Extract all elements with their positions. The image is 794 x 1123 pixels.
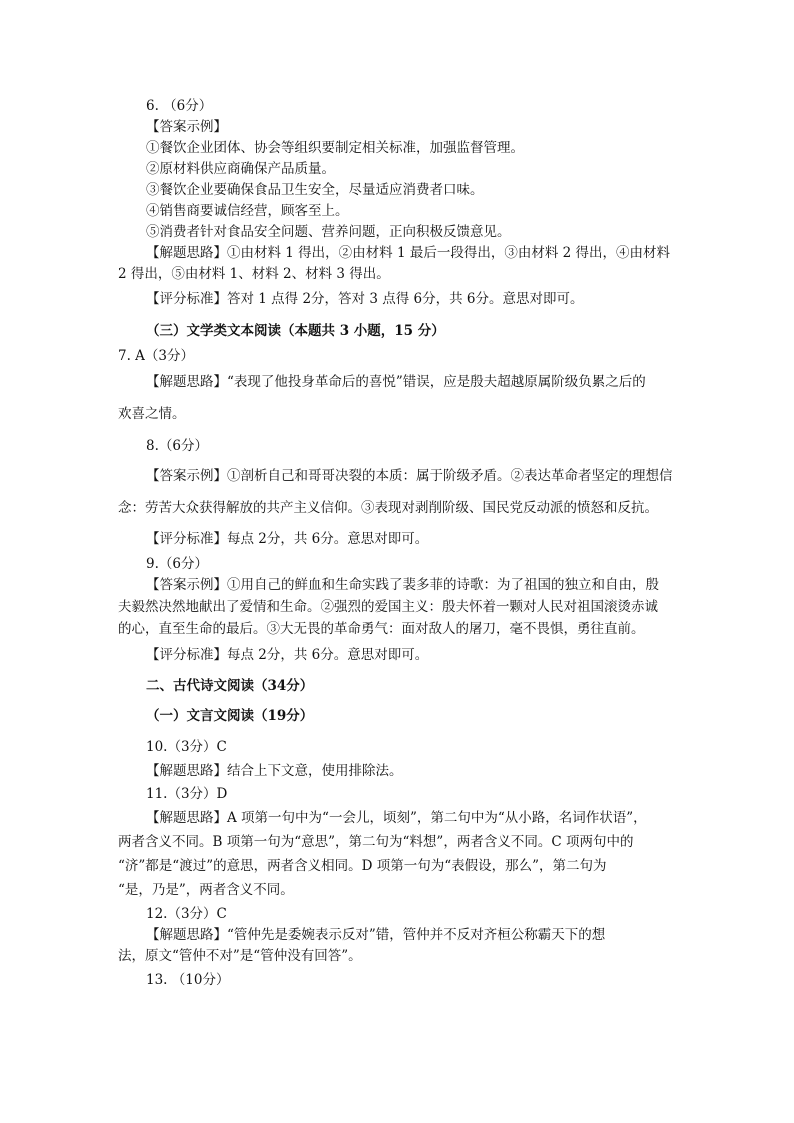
part-2-heading: 二、古代诗文阅读（34分） [146, 678, 314, 694]
q11-idea-line-4: “是，乃是”，两者含义不同。 [118, 882, 294, 898]
q6-idea-line-2: 2 得出，⑤由材料 1、材料 2、材料 3 得出。 [118, 266, 390, 282]
q11-heading: 11.（3分）D [146, 786, 228, 802]
q13-heading: 13. （10分） [146, 972, 230, 988]
q6-idea-line-1: 【解题思路】①由材料 1 得出，②由材料 1 最后一段得出，③由材料 2 得出，④由材料 [146, 245, 671, 261]
q6-item-1: ①餐饮企业团体、协会等组织要制定相关标准，加强监督管理。 [146, 140, 524, 156]
q6-item-3: ③餐饮企业要确保食品卫生安全，尽量适应消费者口味。 [146, 182, 484, 198]
q6-heading: 6. （6分） [146, 98, 213, 114]
q9-heading: 9.（6分） [146, 556, 208, 572]
q12-idea-line-2: 法，原文“管仲不对”是“管仲没有回答”。 [118, 948, 362, 964]
q10-idea: 【解题思路】结合上下文意，使用排除法。 [146, 763, 403, 779]
q10-heading: 10.（3分）C [146, 739, 227, 755]
q8-score-standard: 【评分标准】每点 2分，共 6分。意思对即可。 [146, 531, 429, 547]
q12-heading: 12.（3分）C [146, 906, 227, 922]
q6-item-5: ⑤消费者针对食品安全问题、营养问题，正向积极反馈意见。 [146, 224, 511, 240]
q7-heading: 7. A（3分） [118, 348, 195, 364]
q6-item-2: ②原材料供应商确保产品质量。 [146, 161, 335, 177]
section-3-heading: （三）文学类文本阅读（本题共 3 小题，15 分） [146, 323, 445, 339]
q12-idea-line-1: 【解题思路】“管仲先是委婉表示反对”错，管仲并不反对齐桓公称霸天下的想 [146, 927, 606, 943]
q8-heading: 8.（6分） [146, 438, 208, 454]
q9-answer-line-1: 【答案示例】①用自己的鲜血和生命实践了裴多菲的诗歌：为了祖国的独立和自由，殷 [146, 577, 659, 593]
q9-answer-line-3: 的心，直至生命的最后。③大无畏的革命勇气：面对敌人的屠刀，毫不畏惧，勇往直前。 [118, 621, 645, 637]
q8-answer-line-2: 念：劳苦大众获得解放的共产主义信仰。③表现对剥削阶级、国民党反动派的愤怒和反抗。 [118, 500, 658, 516]
q9-answer-line-2: 夫毅然决然地献出了爱情和生命。②强烈的爱国主义：殷夫怀着一颗对人民对祖国滚烫赤诚 [118, 599, 658, 615]
q11-idea-line-1: 【解题思路】A 项第一句中为“一会儿，顷刻”，第二句中为“从小路，名词作状语”， [146, 810, 647, 826]
q6-score-standard: 【评分标准】答对 1 点得 2分，答对 3 点得 6分，共 6分。意思对即可。 [146, 291, 584, 307]
q6-item-4: ④销售商要诚信经营，顾客至上。 [146, 203, 349, 219]
q8-answer-line-1: 【答案示例】①剖析自己和哥哥决裂的本质：属于阶级矛盾。②表达革命者坚定的理想信 [146, 468, 673, 484]
q6-answer-label: 【答案示例】 [146, 119, 227, 135]
q7-idea-line-2: 欢喜之情。 [118, 406, 186, 422]
q11-idea-line-3: “济”都是“渡过”的意思，两者含义相同。D 项第一句为“表假设，那么”，第二句为 [118, 858, 607, 874]
q11-idea-line-2: 两者含义不同。B 项第一句为“意思”，第二句为“料想”，两者含义不同。C 项两句中的 [118, 834, 634, 850]
q9-score-standard: 【评分标准】每点 2分，共 6分。意思对即可。 [146, 647, 429, 663]
q7-idea-line-1: 【解题思路】“表现了他投身革命后的喜悦”错误，应是殷夫超越原属阶级负累之后的 [146, 374, 646, 390]
subsection-1-heading: （一）文言文阅读（19分） [146, 708, 314, 724]
